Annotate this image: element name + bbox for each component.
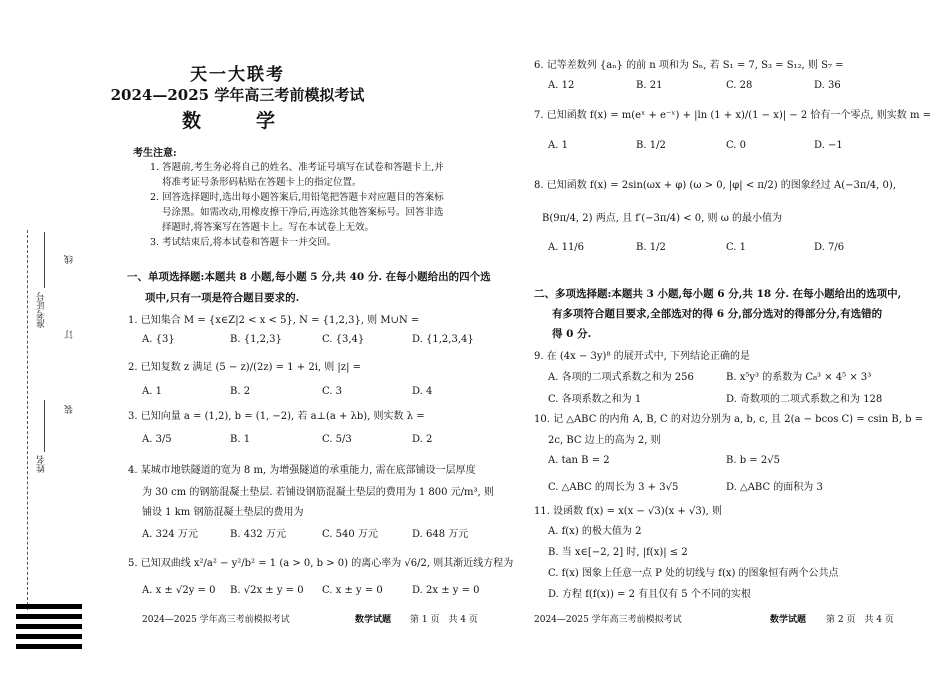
question-stem: 4. 某城市地铁隧道的宽为 8 m, 为增强隧道的承重能力, 需在底部铺设一层厚度 <box>128 465 476 476</box>
exam-title: 2024—2025 学年高三考前模拟考试 <box>110 86 365 104</box>
question-stem-cont: 铺设 1 km 钢筋混凝土垫层的费用为 <box>142 507 304 518</box>
question-stem: 6. 记等差数列 {aₙ} 的前 n 项和为 Sₙ, 若 S₁ = 7, S₃ = S₁₂, 则 S₇ = <box>534 60 844 71</box>
subject-title: 数 学 <box>181 110 293 132</box>
option: A. 1 <box>548 140 568 151</box>
option: B. 2 <box>230 386 251 397</box>
option: C. 28 <box>726 80 753 91</box>
question-stem-cont: 2c, BC 边上的高为 2, 则 <box>548 435 661 446</box>
option: C. △ABC 的周长为 3 + 3√5 <box>548 482 679 493</box>
binding-char-bind: 装 <box>65 405 75 414</box>
option: A. f(x) 的极大值为 2 <box>548 526 642 537</box>
option: A. tan B = 2 <box>548 455 610 466</box>
option: B. 当 x∈[−2, 2] 时, |f(x)| ≤ 2 <box>548 547 688 558</box>
option: B. 21 <box>636 80 663 91</box>
question-stem: 2. 已知复数 z 满足 (5 − z)/(2z) = 1 + 2i, 则 |z| = <box>128 362 361 373</box>
section2-heading-cont: 得 0 分. <box>552 328 592 340</box>
binding-line <box>27 230 29 610</box>
option: A. 3/5 <box>142 434 172 445</box>
notice-line: 1. 答题前,考生务必将自己的姓名、准考证号填写在试卷和答题卡上,并 <box>150 162 444 173</box>
footer-page: 第 2 页 共 4 页 <box>826 615 894 625</box>
section2-heading: 二、多项选择题:本题共 3 小题,每小题 6 分,共 18 分. 在每小题给出的选项中, <box>534 288 902 300</box>
notice-line: 将准考证号条形码粘贴在答题卡上的指定位置。 <box>162 177 362 188</box>
question-stem: 8. 已知函数 f(x) = 2sin(ωx + φ) (ω > 0, |φ| < π/2) 的图象经过 A(−3π/4, 0), <box>534 180 896 191</box>
option: B. x⁵y³ 的系数为 C₈³ × 4⁵ × 3³ <box>726 372 872 383</box>
notice-line: 号涂黑。如需改动,用橡皮擦干净后,再选涂其他答案标号。回答非选 <box>162 207 444 218</box>
name-line <box>44 400 45 452</box>
option: C. 1 <box>726 242 747 253</box>
question-stem: 10. 记 △ABC 的内角 A, B, C 的对边分别为 a, b, c, 且 2(a − bcos C) = csin B, b = <box>534 414 924 425</box>
section1-heading: 一、单项选择题:本题共 8 小题,每小题 5 分,共 40 分. 在每小题给出的四个选 <box>127 271 491 283</box>
question-stem-cont: B(9π/4, 2) 两点, 且 f′(−3π/4) < 0, 则 ω 的最小值为 <box>542 213 783 224</box>
option: B. 1 <box>230 434 251 445</box>
option: A. 12 <box>548 80 575 91</box>
option: B. 432 万元 <box>230 529 286 540</box>
option: C. 5/3 <box>322 434 352 445</box>
binding-char-order: 订 <box>65 330 75 339</box>
option: C. {3,4} <box>322 334 365 345</box>
option: C. x ± y = 0 <box>322 585 383 596</box>
notice-line: 择题时,将答案写在答题卡上。写在本试卷上无效。 <box>162 222 375 233</box>
option: D. −1 <box>814 140 843 151</box>
option: B. 1/2 <box>636 242 666 253</box>
option: D. 2x ± y = 0 <box>412 585 480 596</box>
option: D. 36 <box>814 80 841 91</box>
exam-id-line <box>44 232 45 288</box>
option: D. {1,2,3,4} <box>412 334 474 345</box>
option: D. 648 万元 <box>412 529 469 540</box>
footer-exam: 2024—2025 学年高三考前模拟考试 <box>142 615 290 625</box>
option: B. {1,2,3} <box>230 334 282 345</box>
footer-exam: 2024—2025 学年高三考前模拟考试 <box>534 615 682 625</box>
option: B. √2x ± y = 0 <box>230 585 304 596</box>
option: B. 1/2 <box>636 140 666 151</box>
option: C. f(x) 图象上任意一点 P 处的切线与 f(x) 的图象恒有两个公共点 <box>548 568 839 579</box>
section2-heading-cont: 有多项符合题目要求,全部选对的得 6 分,部分选对的得部分分,有选错的 <box>552 308 883 320</box>
option: C. 540 万元 <box>322 529 378 540</box>
option: A. 11/6 <box>548 242 585 253</box>
option: D. △ABC 的面积为 3 <box>726 482 823 493</box>
option: A. 1 <box>142 386 162 397</box>
option: C. 各项系数之和为 1 <box>548 394 642 405</box>
footer-subject: 数学试题 <box>355 615 392 625</box>
footer-subject: 数学试题 <box>770 615 807 625</box>
notice-line: 3. 考试结束后,将本试卷和答题卡一并交回。 <box>150 237 337 248</box>
binding-char-line: 线 <box>65 255 75 264</box>
option: C. 0 <box>726 140 747 151</box>
footer-page: 第 1 页 共 4 页 <box>410 615 478 625</box>
question-stem: 1. 已知集合 M = {x∈Z|2 < x < 5}, N = {1,2,3}, 则 M∪N = <box>128 315 420 326</box>
question-stem: 5. 已知双曲线 x²/a² − y²/b² = 1 (a > 0, b > 0) 的离心率为 √6/2, 则其渐近线方程为 <box>128 558 514 569</box>
option: B. b = 2√5 <box>726 455 780 466</box>
notice-line: 2. 回答选择题时,选出每小题答案后,用铅笔把答题卡对应题目的答案标 <box>150 192 444 203</box>
option: D. 7/6 <box>814 242 845 253</box>
question-stem: 9. 在 (4x − 3y)⁸ 的展开式中, 下列结论正确的是 <box>534 351 750 362</box>
option: C. 3 <box>322 386 343 397</box>
org-title: 天一大联考 <box>190 65 285 85</box>
question-stem: 11. 设函数 f(x) = x(x − √3)(x + √3), 则 <box>534 506 722 517</box>
question-stem: 7. 已知函数 f(x) = m(eˣ + e⁻ˣ) + |ln (1 + x)/(1 − x)| − 2 恰有一个零点, 则实数 m = <box>534 110 931 121</box>
question-stem-cont: 为 30 cm 的钢筋混凝土垫层. 若铺设钢筋混凝土垫层的费用为 1 800 元/m³, 则 <box>142 487 494 498</box>
option: D. 2 <box>412 434 433 445</box>
option: A. x ± √2y = 0 <box>142 585 216 596</box>
option: A. {3} <box>142 334 175 345</box>
section1-heading-cont: 项中,只有一项是符合题目要求的. <box>145 292 300 304</box>
notice-heading: 考生注意: <box>133 148 177 159</box>
question-stem: 3. 已知向量 a = (1,2), b = (1, −2), 若 a⊥(a + λb), 则实数 λ = <box>128 411 425 422</box>
exam-id-label: 准考证号 <box>37 292 47 328</box>
option: D. 4 <box>412 386 433 397</box>
name-label: 姓名 <box>37 455 47 473</box>
option: D. 奇数项的二项式系数之和为 128 <box>726 394 883 405</box>
option: A. 各项的二项式系数之和为 256 <box>548 372 694 383</box>
option: D. 方程 f(f(x)) = 2 有且仅有 5 个不同的实根 <box>548 589 751 600</box>
option: A. 324 万元 <box>142 529 198 540</box>
